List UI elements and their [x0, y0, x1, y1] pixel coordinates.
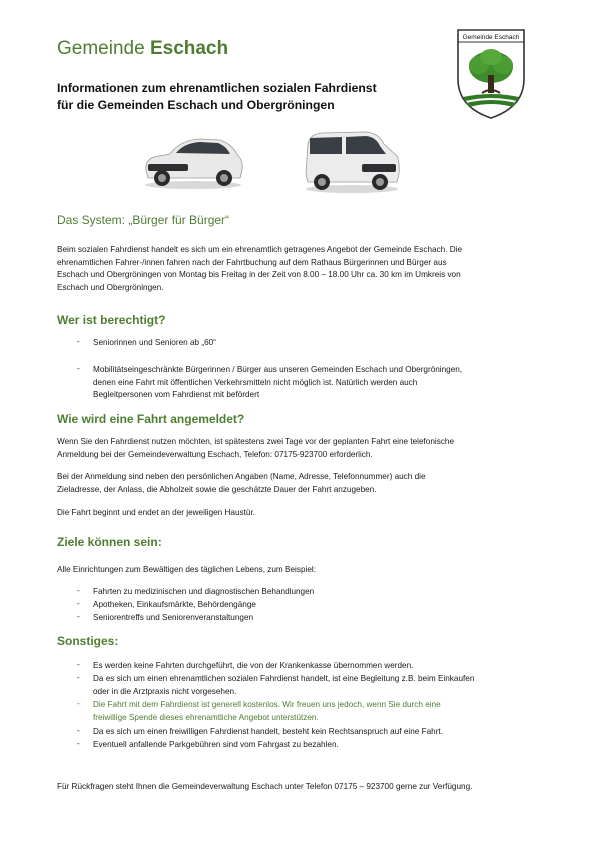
list-dash: -: [77, 726, 80, 735]
text-line: Eschach und Obergröningen.: [57, 282, 164, 292]
misc-item-4: Da es sich um einen freiwilligen Fahrdienst handelt, besteht kein Rechtsanspruch auf eine Fahrt.: [93, 727, 443, 736]
register-paragraph-3: Die Fahrt beginnt und endet an der jeweiligen Haustür.: [57, 508, 255, 517]
text-line: freiwillige Spende dieses ehrenamtliche Angebot unterstützen.: [93, 712, 319, 722]
subtitle-line: Informationen zum ehrenamtlichen sozialen Fahrdienst: [57, 81, 377, 95]
list-dash: -: [77, 337, 80, 346]
text-line: Die Fahrt mit dem Fahrdienst ist generell kostenlos. Wir freuen uns jedoch, wenn Sie durch eine: [93, 700, 441, 709]
goals-item: Seniorentreffs und Seniorenveranstaltungen: [93, 613, 254, 622]
register-paragraph-2: [57, 471, 539, 496]
page-title: [57, 38, 228, 60]
system-paragraph: [57, 244, 539, 294]
van-car-image: [302, 124, 402, 194]
text-line: Mobilitätseingeschränkte Bürgerinnen / Bürger aus unseren Gemeinden Eschach und Obergröningen,: [93, 365, 463, 374]
text-line: oder in die Arztpraxis nicht vorgesehen.: [93, 686, 237, 696]
misc-item-5: Eventuell anfallende Parkgebühren sind vom Fahrgast zu bezahlen.: [93, 740, 339, 749]
text-line: Begleitpersonen vom Fahrdienst mit befördert: [93, 390, 260, 400]
text-line: Eschach und Obergröningen von Montag bis Freitag in der Zeit von 8.00 – 18.00 Uhr ca. 30 km im Umkreis von: [57, 270, 461, 280]
title-part-1: Gemeinde: [57, 38, 150, 59]
suv-car-image: [140, 130, 246, 190]
footer-contact-note: Für Rückfragen steht Ihnen die Gemeindeverwaltung Eschach unter Telefon 07175 – 923700 gerne zur Verfügung.: [57, 782, 473, 791]
misc-item-2: [93, 673, 546, 698]
text-line: denen eine Fahrt mit öffentlichen Verkehrsmitteln nicht möglich ist. Natürlich werden auch: [93, 377, 418, 387]
coat-of-arms-logo: [455, 27, 527, 121]
list-dash: -: [77, 739, 80, 748]
text-line: Anmeldung bei der Gemeindeverwaltung Eschach, Telefon: 07175-923700 erforderlich.: [57, 449, 373, 459]
misc-item-1: Es werden keine Fahrten durchgeführt, die von der Krankenkasse übernommen werden.: [93, 661, 414, 670]
list-dash: -: [77, 586, 80, 595]
list-dash: -: [77, 660, 80, 669]
text-line: Da es sich um einen ehrenamtlichen sozialen Fahrdienst handelt, ist eine Begleitung z.B. beim Einkaufen: [93, 674, 475, 683]
register-paragraph-1: [57, 436, 539, 461]
section-heading-misc: Sonstiges:: [57, 634, 119, 648]
list-dash: -: [77, 699, 80, 708]
section-heading-register: Wie wird eine Fahrt angemeldet?: [57, 412, 245, 426]
misc-item-3-highlight: [93, 699, 551, 724]
text-line: Beim sozialen Fahrdienst handelt es sich um ein ehrenamtlich getragenes Angebot der Gemeinde Eschach. Die: [57, 245, 463, 254]
text-line: ehrenamtlichen Fahrer-/innen fahren nach der Fahrtbuchung auf dem Rathaus Bürgerinnen und Bürger aus: [57, 257, 447, 267]
subtitle-line: für die Gemeinden Eschach und Obergröningen: [57, 98, 335, 112]
list-dash: -: [77, 364, 80, 373]
text-line: Wenn Sie den Fahrdienst nutzen möchten, ist spätestens zwei Tage vor der geplanten Fahrt eine telefonische: [57, 437, 455, 446]
goals-item: Apotheken, Einkaufsmärkte, Behördengänge: [93, 600, 256, 609]
eligible-item-1: Seniorinnen und Senioren ab „60“: [93, 338, 216, 347]
section-heading-system: Das System: „Bürger für Bürger“: [57, 213, 230, 227]
crest-label: Gemeinde Eschach: [462, 34, 520, 41]
text-line: Zieladresse, der Anlass, die Abholzeit sowie die geschätzte Dauer der Fahrt anzugeben.: [57, 484, 377, 494]
list-dash: -: [77, 612, 80, 621]
document-subtitle: [57, 80, 437, 114]
text-line: Bei der Anmeldung sind neben den persönlichen Angaben (Name, Adresse, Telefonnummer) auch die: [57, 472, 426, 481]
list-dash: -: [77, 673, 80, 682]
title-part-2: Eschach: [149, 38, 229, 59]
section-heading-eligible: Wer ist berechtigt?: [57, 313, 166, 327]
eligible-item-2: [93, 364, 546, 402]
goals-intro: Alle Einrichtungen zum Bewältigen des täglichen Lebens, zum Beispiel:: [57, 565, 316, 574]
section-heading-goals: Ziele können sein:: [57, 535, 162, 549]
goals-item: Fahrten zu medizinischen und diagnostischen Behandlungen: [93, 587, 315, 596]
list-dash: -: [77, 599, 80, 608]
